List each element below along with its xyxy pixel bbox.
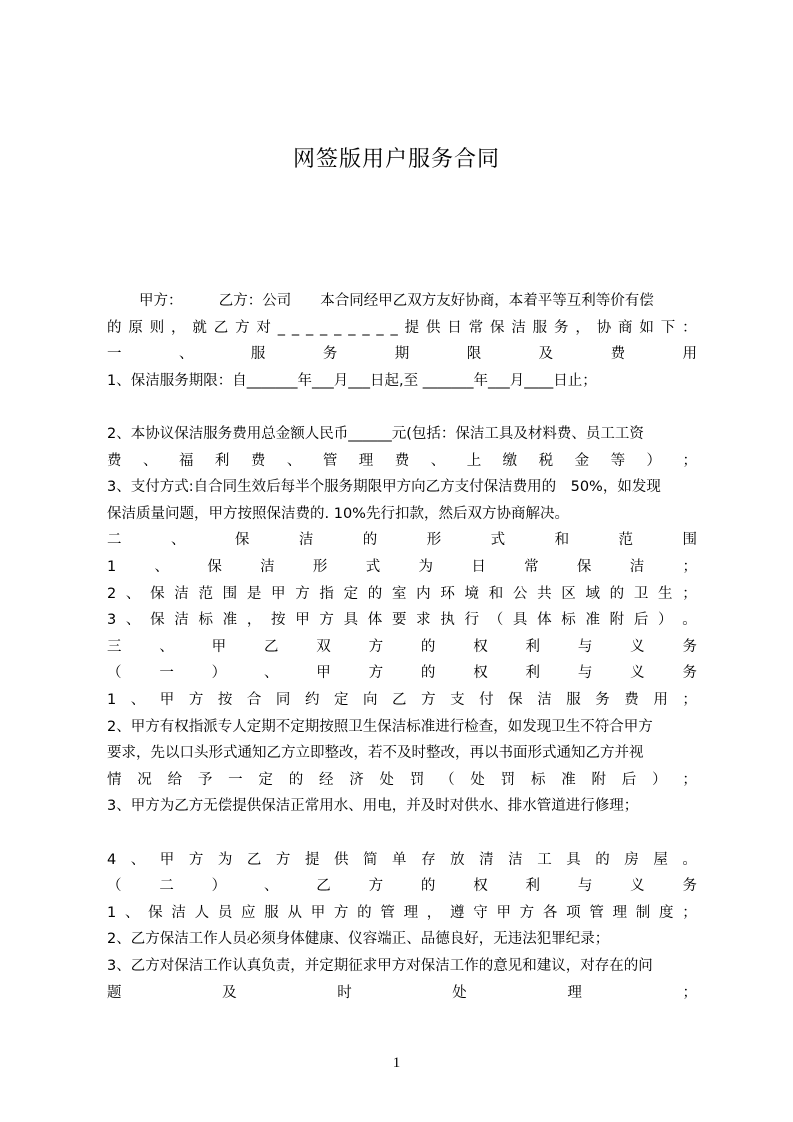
body-line: 3、乙方对保洁工作认真负责，并定期征求甲方对保洁工作的意见和建议，对存在的问	[107, 958, 653, 974]
body-line: 要求，先以口头形式通知乙方立即整改，若不及时整改，再以书面形式通知乙方并视	[107, 745, 644, 762]
body-line: 1、保洁服务期限：自_______年___月___日起,至 _______年___月____日止；	[107, 372, 597, 389]
body-line: 2 、 保 洁 范 围 是 甲 方 指 定 的 室 内 环 境 和 公 共 区 域 的 卫 生 ；	[107, 585, 697, 602]
body-line: （ 一 ） 、 甲 方 的 权 利 与 义 务	[107, 665, 697, 682]
body-line: 情 况 给 予 一 定 的 经 济 处 罚 （ 处 罚 标 准 附 后 ） ；	[107, 771, 697, 788]
document-body	[107, 290, 697, 1010]
document-title: 网签版用户服务合同	[292, 147, 500, 172]
page-number: 1	[392, 1055, 401, 1071]
body-line: （ 二 ） 、 乙 方 的 权 利 与 义 务	[107, 878, 697, 895]
body-line: 2、乙方保洁工作人员必须身体健康、仪容端正、品德良好，无违法犯罪纪录；	[107, 931, 610, 948]
body-line: 2、本协议保洁服务费用总金额人民币______元(包括：保洁工具及材料费、员工工资	[107, 426, 644, 442]
body-line: 3、甲方为乙方无偿提供保洁正常用水、用电，并及时对供水、排水管道进行修理；	[107, 798, 639, 815]
body-line: 的 原 则 ， 就 乙 方 对 _ _ _ _ _ _ _ _ _ 提 供 日 常 保 洁 服 务 ， 协 商 如 下 ：	[107, 319, 697, 336]
body-line: 1 、 保 洁 形 式 为 日 常 保 洁 ；	[107, 559, 697, 575]
body-line: 2、甲方有权指派专人定期不定期按照卫生保洁标准进行检查，如发现卫生不符合甲方	[107, 718, 653, 735]
body-line: 费 、 福 利 费 、 管 理 费 、 上 缴 税 金 等 ） ；	[107, 452, 697, 469]
body-line: 三 、 甲 乙 双 方 的 权 利 与 义 务	[107, 638, 697, 655]
body-line: 一 、 服 务 期 限 及 费 用	[107, 346, 697, 363]
body-line: 1 、 甲 方 按 合 同 约 定 向 乙 方 支 付 保 洁 服 务 费 用 ；	[107, 692, 697, 708]
body-line: 甲方： 乙方：公司 本合同经甲乙双方友好协商，本着平等互利等价有偿	[139, 293, 654, 309]
body-line: 3、支付方式:自合同生效后每半个服务期限甲方向乙方支付保洁费用的 50%，如发现	[107, 479, 661, 496]
body-line: 二 、 保 洁 的 形 式 和 范 围	[107, 532, 697, 549]
body-line: 保洁质量问题，甲方按照保洁费的. 10%先行扣款，然后双方协商解决。	[107, 505, 569, 522]
body-line: 4 、 甲 方 为 乙 方 提 供 简 单 存 放 清 洁 工 具 的 房 屋 。	[107, 851, 697, 868]
body-line: 3 、 保 洁 标 准 ， 按 甲 方 具 体 要 求 执 行 （ 具 体 标 准 附 后 ） 。	[107, 612, 697, 629]
body-line: 1 、 保 洁 人 员 应 服 从 甲 方 的 管 理 ， 遵 守 甲 方 各 项 管 理 制 度 ；	[107, 904, 697, 921]
body-line: 题 及 时 处 理 ；	[107, 984, 697, 1001]
